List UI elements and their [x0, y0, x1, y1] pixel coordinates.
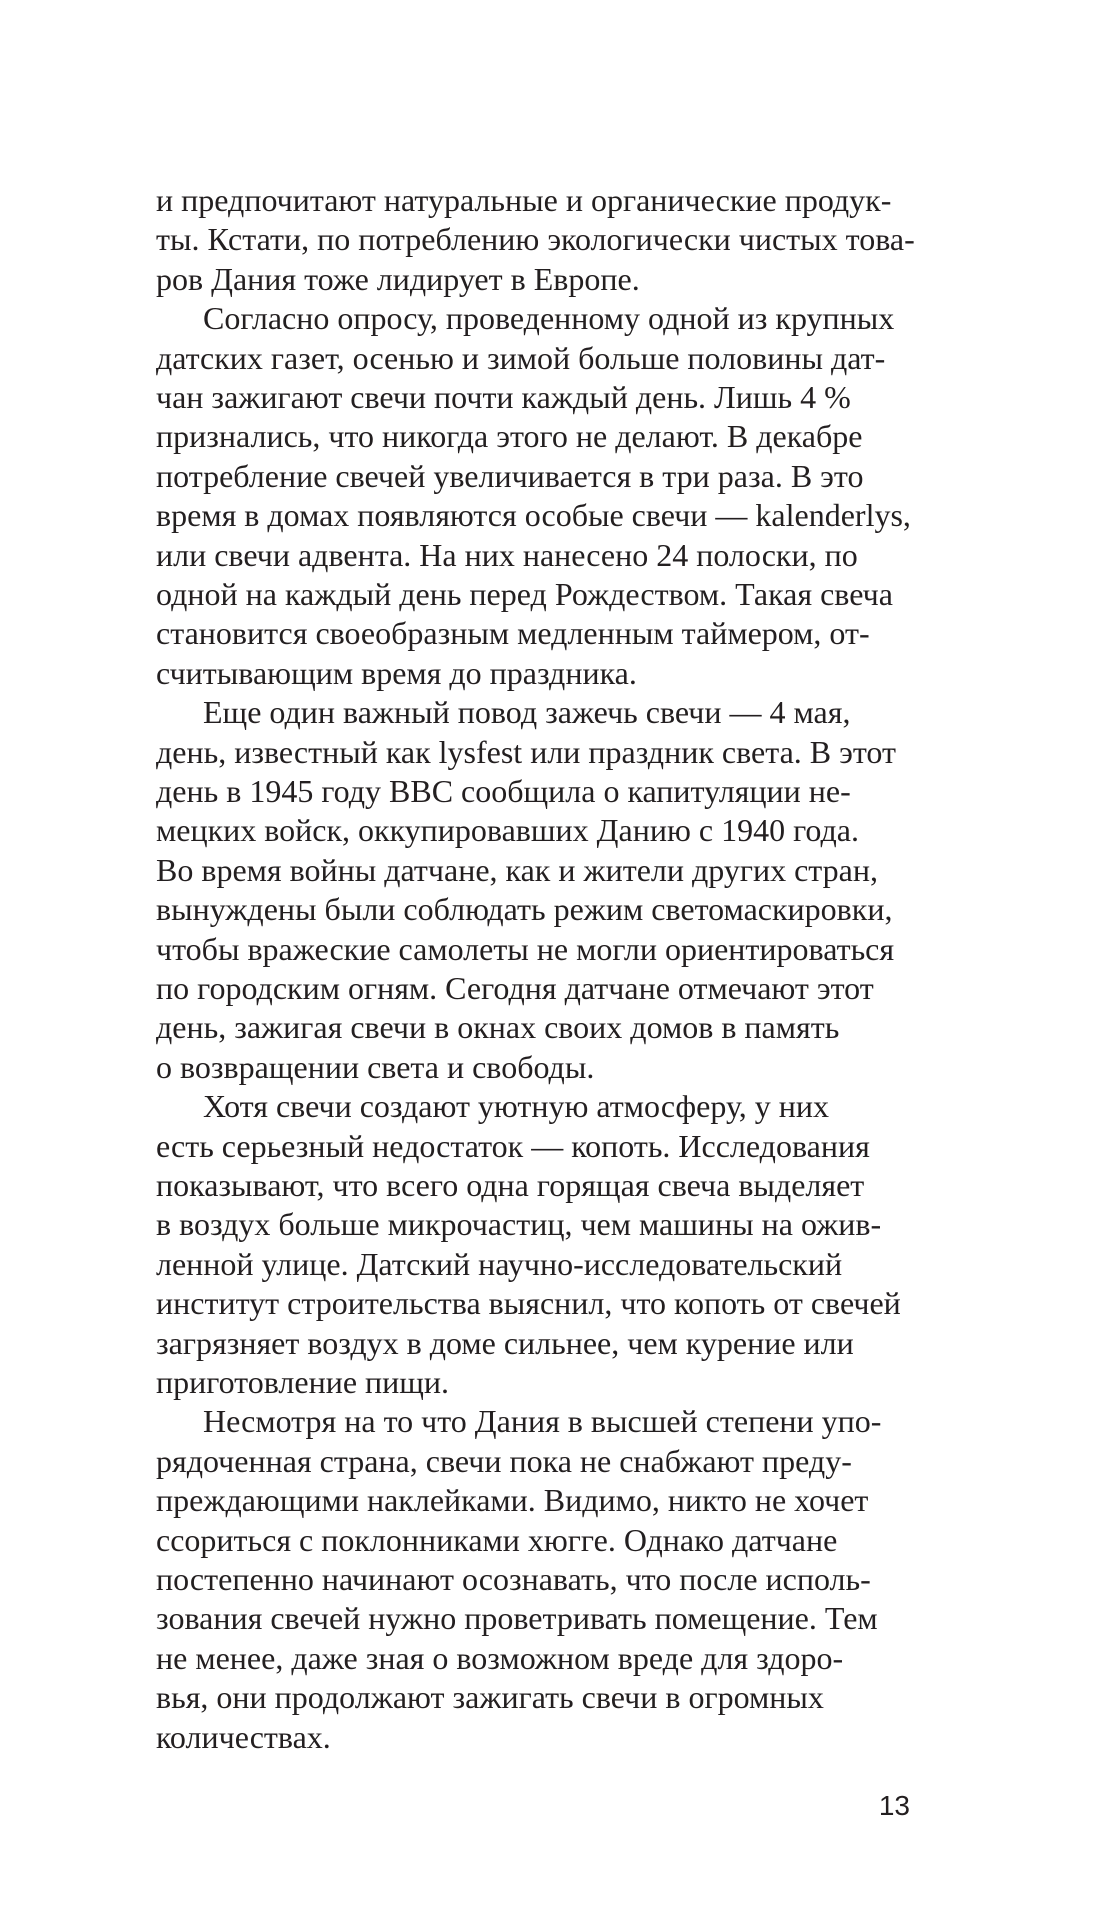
text-line: день, известный как lysfest или праздник света. В этот — [156, 733, 896, 770]
text-line: о возвращении света и свободы. — [156, 1048, 595, 1085]
text-line: Согласно опросу, проведенному одной из крупных — [203, 300, 895, 337]
text-line: время в домах появляются особые свечи — kalenderlys, — [156, 497, 911, 534]
text-line: институт строительства выяснил, что копоть от свечей — [156, 1285, 901, 1322]
text-line: чтобы вражеские самолеты не могли ориентироваться — [156, 930, 895, 967]
text-line: день, зажигая свечи в окнах своих домов в память — [156, 1009, 840, 1046]
text-line: Хотя свечи создают уютную атмосферу, у них — [203, 1088, 829, 1125]
text-line: зования свечей нужно проветривать помещение. Тем — [156, 1600, 878, 1637]
text-line: и предпочитают натуральные и органические продук- — [156, 182, 892, 218]
text-line: одной на каждый день перед Рождеством. Такая свеча — [156, 576, 893, 612]
text-line: ты. Кстати, по потреблению экологически чистых това- — [156, 221, 915, 258]
text-line: не менее, даже зная о возможном вреде для здоро- — [156, 1639, 844, 1676]
text-line: датских газет, осенью и зимой больше половины дат- — [156, 339, 886, 376]
text-line: Несмотря на то что Дания в высшей степени упо- — [203, 1403, 882, 1440]
text-line: признались, что никогда этого не делают. В декабре — [156, 418, 863, 455]
text-line: Еще один важный повод зажечь свечи — 4 мая, — [203, 694, 851, 731]
text-line: вья, они продолжают зажигать свечи в огромных — [156, 1679, 824, 1716]
text-line: потребление свечей увеличивается в три раза. В это — [156, 457, 864, 494]
text-line: количествах. — [156, 1718, 331, 1755]
text-line: вынуждены были соблюдать режим светомаскировки, — [156, 891, 893, 928]
text-line: ссориться с поклонниками хюгге. Однако датчане — [156, 1521, 838, 1558]
text-line: мецких войск, оккупировавших Данию с 1940 года. — [156, 812, 859, 849]
text-line: преждающими наклейками. Видимо, никто не хочет — [156, 1482, 869, 1519]
text-line: ров Дания тоже лидирует в Европе. — [156, 260, 640, 297]
text-line: считывающим время до праздника. — [156, 654, 637, 691]
text-line: становится своеобразным медленным таймером, от- — [156, 615, 870, 652]
text-line: день в 1945 году BBC сообщила о капитуляции не- — [156, 773, 851, 809]
text-line: Во время войны датчане, как и жители других стран, — [156, 851, 878, 888]
text-line: рядоченная страна, свечи пока не снабжают преду- — [156, 1442, 852, 1479]
text-line: показывают, что всего одна горящая свеча выделяет — [156, 1167, 865, 1203]
text-line: чан зажигают свечи почти каждый день. Лишь 4 % — [156, 379, 851, 415]
text-line: в воздух больше микрочастиц, чем машины на ожив- — [156, 1206, 882, 1243]
text-line: или свечи адвента. На них нанесено 24 полоски, по — [156, 536, 858, 573]
text-line: есть серьезный недостаток — копоть. Исследования — [156, 1127, 870, 1164]
text-line: загрязняет воздух в доме сильнее, чем курение или — [156, 1324, 854, 1361]
page-number: 13 — [878, 1790, 910, 1821]
text-line: по городским огням. Сегодня датчане отмечают этот — [156, 970, 874, 1006]
text-line: приготовление пищи. — [156, 1364, 450, 1400]
text-line: постепенно начинают осознавать, что после исполь- — [156, 1561, 871, 1597]
text-line: ленной улице. Датский научно-исследовательский — [156, 1245, 843, 1282]
